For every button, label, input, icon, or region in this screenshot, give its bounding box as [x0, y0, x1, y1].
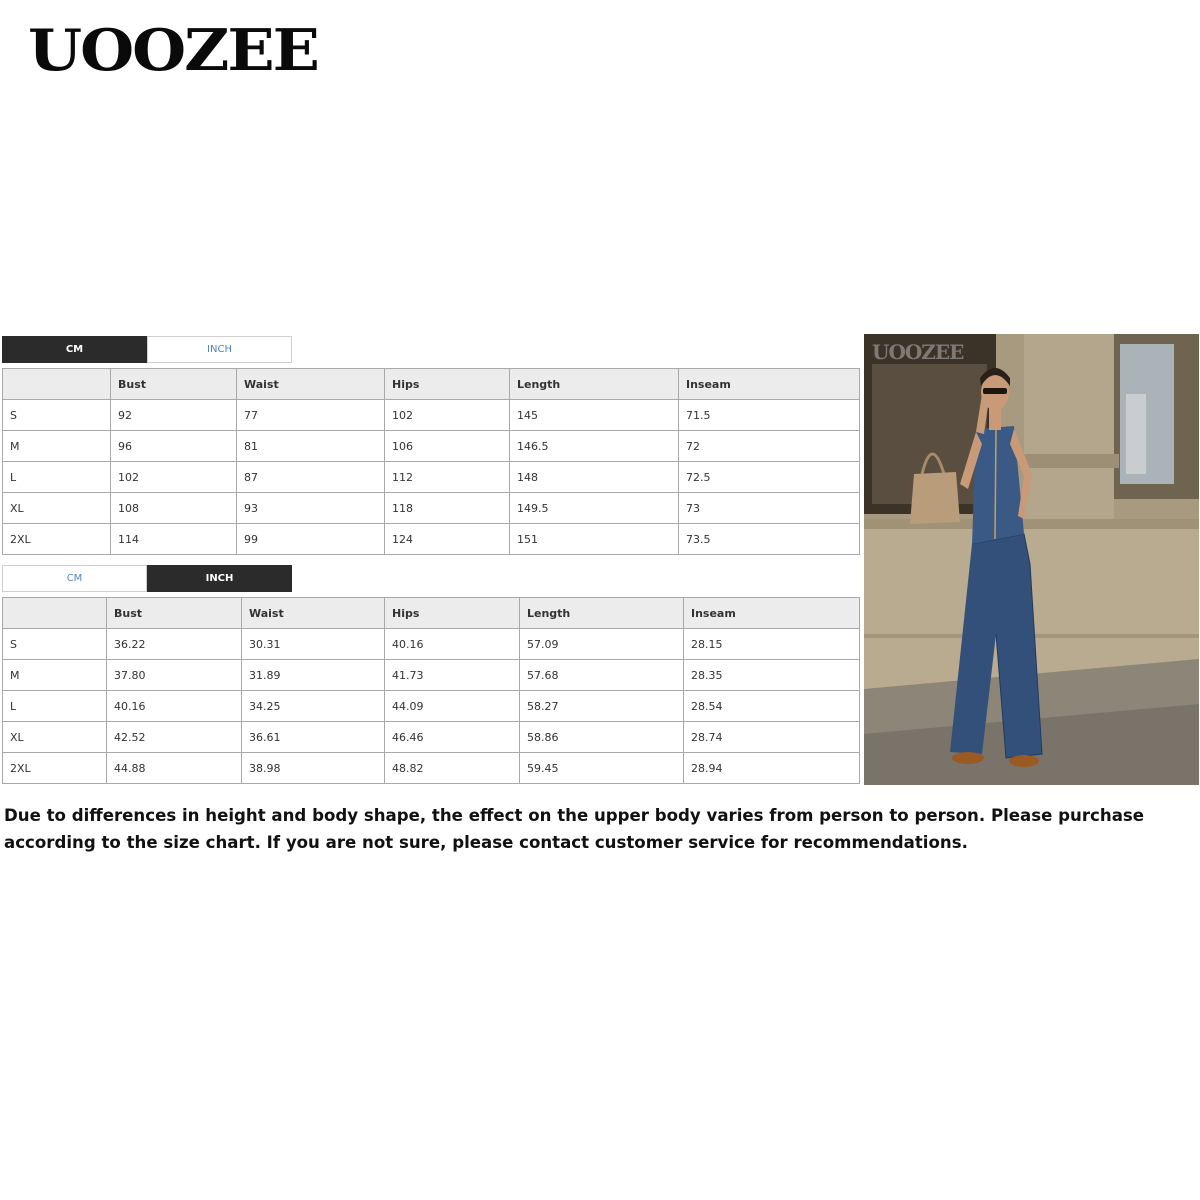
- table-row: [3, 493, 860, 524]
- table-cell: 87: [237, 462, 385, 493]
- table-cell: 118: [385, 493, 510, 524]
- header-hips: Hips: [385, 598, 520, 629]
- product-photo: [864, 334, 1199, 785]
- size-table-inch: [2, 597, 860, 784]
- table-cell: 99: [237, 524, 385, 555]
- table-cell: 93: [237, 493, 385, 524]
- table-row: [3, 400, 860, 431]
- table-cell: 59.45: [520, 753, 684, 784]
- table-cell: 106: [385, 431, 510, 462]
- table-row: [3, 691, 860, 722]
- size-cell: S: [3, 400, 111, 431]
- table-cell: 72.5: [679, 462, 860, 493]
- table-cell: 145: [510, 400, 679, 431]
- table-cell: 41.73: [385, 660, 520, 691]
- table-cell: 108: [111, 493, 237, 524]
- table-cell: 36.61: [242, 722, 385, 753]
- table-cell: 44.09: [385, 691, 520, 722]
- size-cell: M: [3, 431, 111, 462]
- tab-inch[interactable]: INCH: [147, 565, 292, 592]
- size-cell: M: [3, 660, 107, 691]
- table-cell: 77: [237, 400, 385, 431]
- tab-cm[interactable]: CM: [2, 336, 147, 363]
- table-cell: 28.74: [684, 722, 860, 753]
- table-cell: 71.5: [679, 400, 860, 431]
- size-chart-cm: [2, 336, 859, 555]
- table-cell: 46.46: [385, 722, 520, 753]
- size-cell: 2XL: [3, 753, 107, 784]
- table-row: [3, 660, 860, 691]
- table-cell: 112: [385, 462, 510, 493]
- table-row: [3, 753, 860, 784]
- header-bust: Bust: [107, 598, 242, 629]
- table-cell: 124: [385, 524, 510, 555]
- unit-toggle: [2, 336, 859, 363]
- table-cell: 73.5: [679, 524, 860, 555]
- table-cell: 151: [510, 524, 679, 555]
- table-cell: 102: [111, 462, 237, 493]
- table-cell: 40.16: [385, 629, 520, 660]
- table-cell: 81: [237, 431, 385, 462]
- sizing-notice: Due to differences in height and body shape, the effect on the upper body varies from person to person. Please purchase according to the size chart. If you are not sure, please contact customer service for recommendations.: [4, 806, 1145, 852]
- table-row: [3, 524, 860, 555]
- header-length: Length: [510, 369, 679, 400]
- table-cell: 58.86: [520, 722, 684, 753]
- size-chart-inch: [2, 565, 859, 784]
- table-cell: 148: [510, 462, 679, 493]
- table-cell: 96: [111, 431, 237, 462]
- table-cell: 73: [679, 493, 860, 524]
- header-waist: Waist: [242, 598, 385, 629]
- table-cell: 58.27: [520, 691, 684, 722]
- table-row: [3, 722, 860, 753]
- table-cell: 28.15: [684, 629, 860, 660]
- table-cell: 146.5: [510, 431, 679, 462]
- tab-inch[interactable]: INCH: [147, 336, 292, 363]
- table-cell: 92: [111, 400, 237, 431]
- header-length: Length: [520, 598, 684, 629]
- unit-toggle: [2, 565, 859, 592]
- table-cell: 102: [385, 400, 510, 431]
- size-cell: XL: [3, 722, 107, 753]
- table-cell: 44.88: [107, 753, 242, 784]
- size-cell: L: [3, 691, 107, 722]
- photo-watermark: UOOZEE: [872, 340, 964, 364]
- size-table-cm: [2, 368, 860, 555]
- table-cell: 114: [111, 524, 237, 555]
- table-header-row: [3, 369, 860, 400]
- tab-cm[interactable]: CM: [2, 565, 147, 592]
- table-cell: 149.5: [510, 493, 679, 524]
- table-row: [3, 629, 860, 660]
- header-inseam: Inseam: [684, 598, 860, 629]
- table-cell: 28.94: [684, 753, 860, 784]
- table-cell: 57.68: [520, 660, 684, 691]
- model-illustration: [864, 334, 1199, 785]
- table-cell: 36.22: [107, 629, 242, 660]
- table-cell: 40.16: [107, 691, 242, 722]
- table-cell: 72: [679, 431, 860, 462]
- header-bust: Bust: [111, 369, 237, 400]
- size-cell: XL: [3, 493, 111, 524]
- table-cell: 28.35: [684, 660, 860, 691]
- table-cell: 37.80: [107, 660, 242, 691]
- table-cell: 28.54: [684, 691, 860, 722]
- table-header-row: [3, 598, 860, 629]
- table-row: [3, 462, 860, 493]
- size-cell: 2XL: [3, 524, 111, 555]
- brand-logo: UOOZEE: [28, 16, 318, 84]
- table-cell: 48.82: [385, 753, 520, 784]
- header-hips: Hips: [385, 369, 510, 400]
- header-cell: [3, 598, 107, 629]
- header-inseam: Inseam: [679, 369, 860, 400]
- table-cell: 38.98: [242, 753, 385, 784]
- header-cell: [3, 369, 111, 400]
- table-cell: 42.52: [107, 722, 242, 753]
- size-cell: S: [3, 629, 107, 660]
- header-waist: Waist: [237, 369, 385, 400]
- table-cell: 34.25: [242, 691, 385, 722]
- size-cell: L: [3, 462, 111, 493]
- table-cell: 30.31: [242, 629, 385, 660]
- table-cell: 57.09: [520, 629, 684, 660]
- table-cell: 31.89: [242, 660, 385, 691]
- table-row: [3, 431, 860, 462]
